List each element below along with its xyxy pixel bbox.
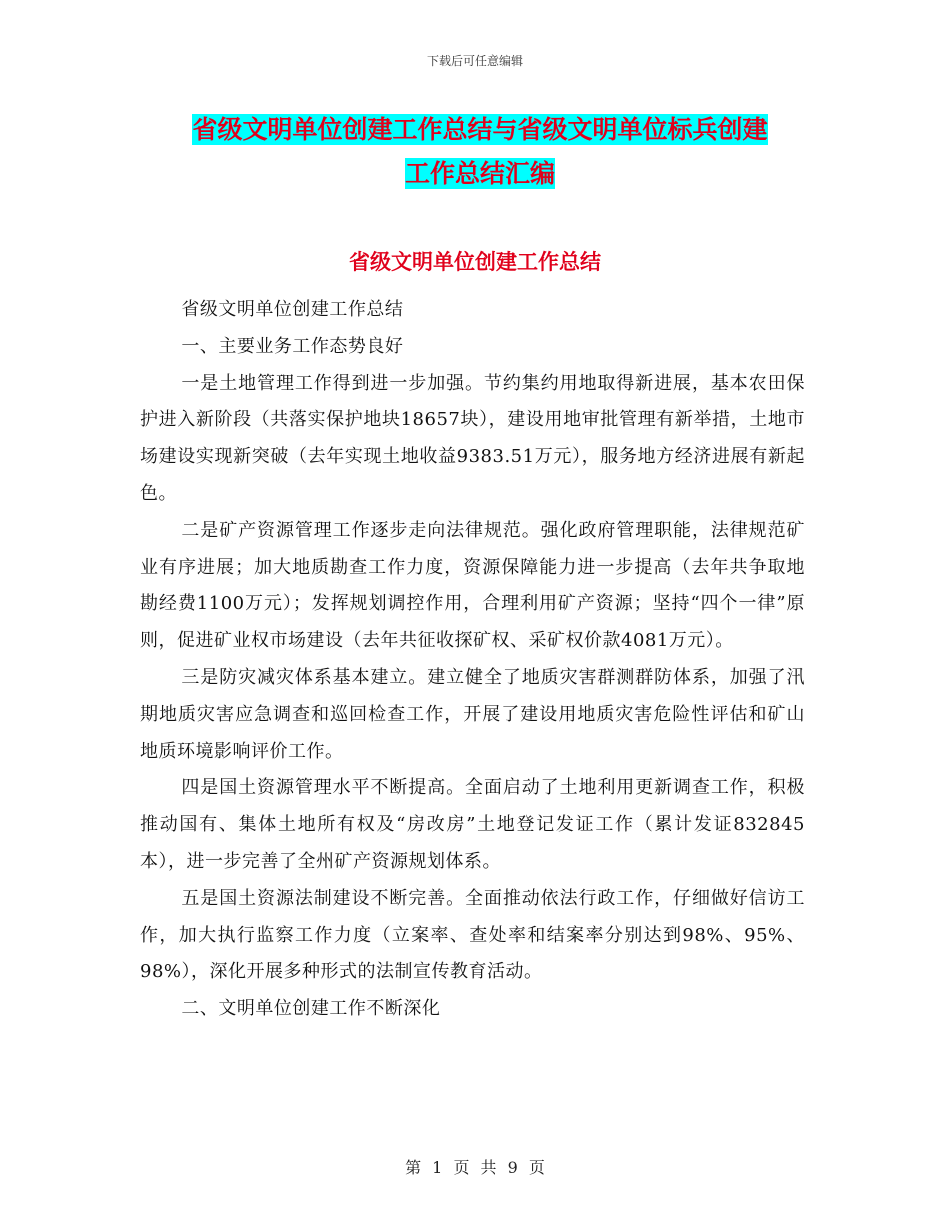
- document-title-line-2: 工作总结汇编: [404, 159, 555, 188]
- paragraph: 四是国土资源管理水平不断提高。全面启动了土地利用更新调查工作，积极推动国有、集体土地所有权及“房改房”土地登记发证工作（累计发证832845本），进一步完善了全州矿产资源规划体系。: [140, 777, 805, 872]
- header-note: 下载后可任意编辑: [426, 54, 523, 68]
- paragraph: 一是土地管理工作得到进一步加强。节约集约用地取得新进展，基本农田保护进入新阶段（共落实保护地块18657块），建设用地审批管理有新举措，土地市场建设实现新突破（去年实现土地收益9383.51万元），服务地方经济进展有新起色。: [140, 372, 805, 504]
- document-title: [140, 108, 820, 196]
- document-title-line-1: 省级文明单位创建工作总结与省级文明单位标兵创建: [192, 115, 768, 144]
- section-title: 省级文明单位创建工作总结: [349, 250, 601, 274]
- paragraph: 一、主要业务工作态势良好: [181, 335, 404, 357]
- document-body: [140, 292, 805, 1028]
- paragraph: 五是国土资源法制建设不断完善。全面推动依法行政工作，仔细做好信访工作，加大执行监察工作力度（立案率、查处率和结案率分别达到98%、95%、98%），深化开展多种形式的法制宣传教育活动。: [140, 887, 805, 983]
- paragraph: 二是矿产资源管理工作逐步走向法律规范。强化政府管理职能，法律规范矿业有序进展；加大地质勘查工作力度，资源保障能力进一步提高（去年共争取地勘经费1100万元）；发挥规划调控作用，合理利用矿产资源；坚持“四个一律”原则，促进矿业权市场建设（去年共征收探矿权、采矿权价款4081万元）。: [140, 519, 805, 652]
- paragraph: 二、文明单位创建工作不断深化: [181, 998, 441, 1020]
- page-number-footer: 第 1 页 共 9 页: [405, 1158, 545, 1177]
- paragraph: 省级文明单位创建工作总结: [181, 299, 404, 320]
- paragraph: 三是防灾减灾体系基本建立。建立健全了地质灾害群测群防体系，加强了汛期地质灾害应急调查和巡回检查工作，开展了建设用地质灾害危险性评估和矿山地质环境影响评价工作。: [140, 666, 805, 762]
